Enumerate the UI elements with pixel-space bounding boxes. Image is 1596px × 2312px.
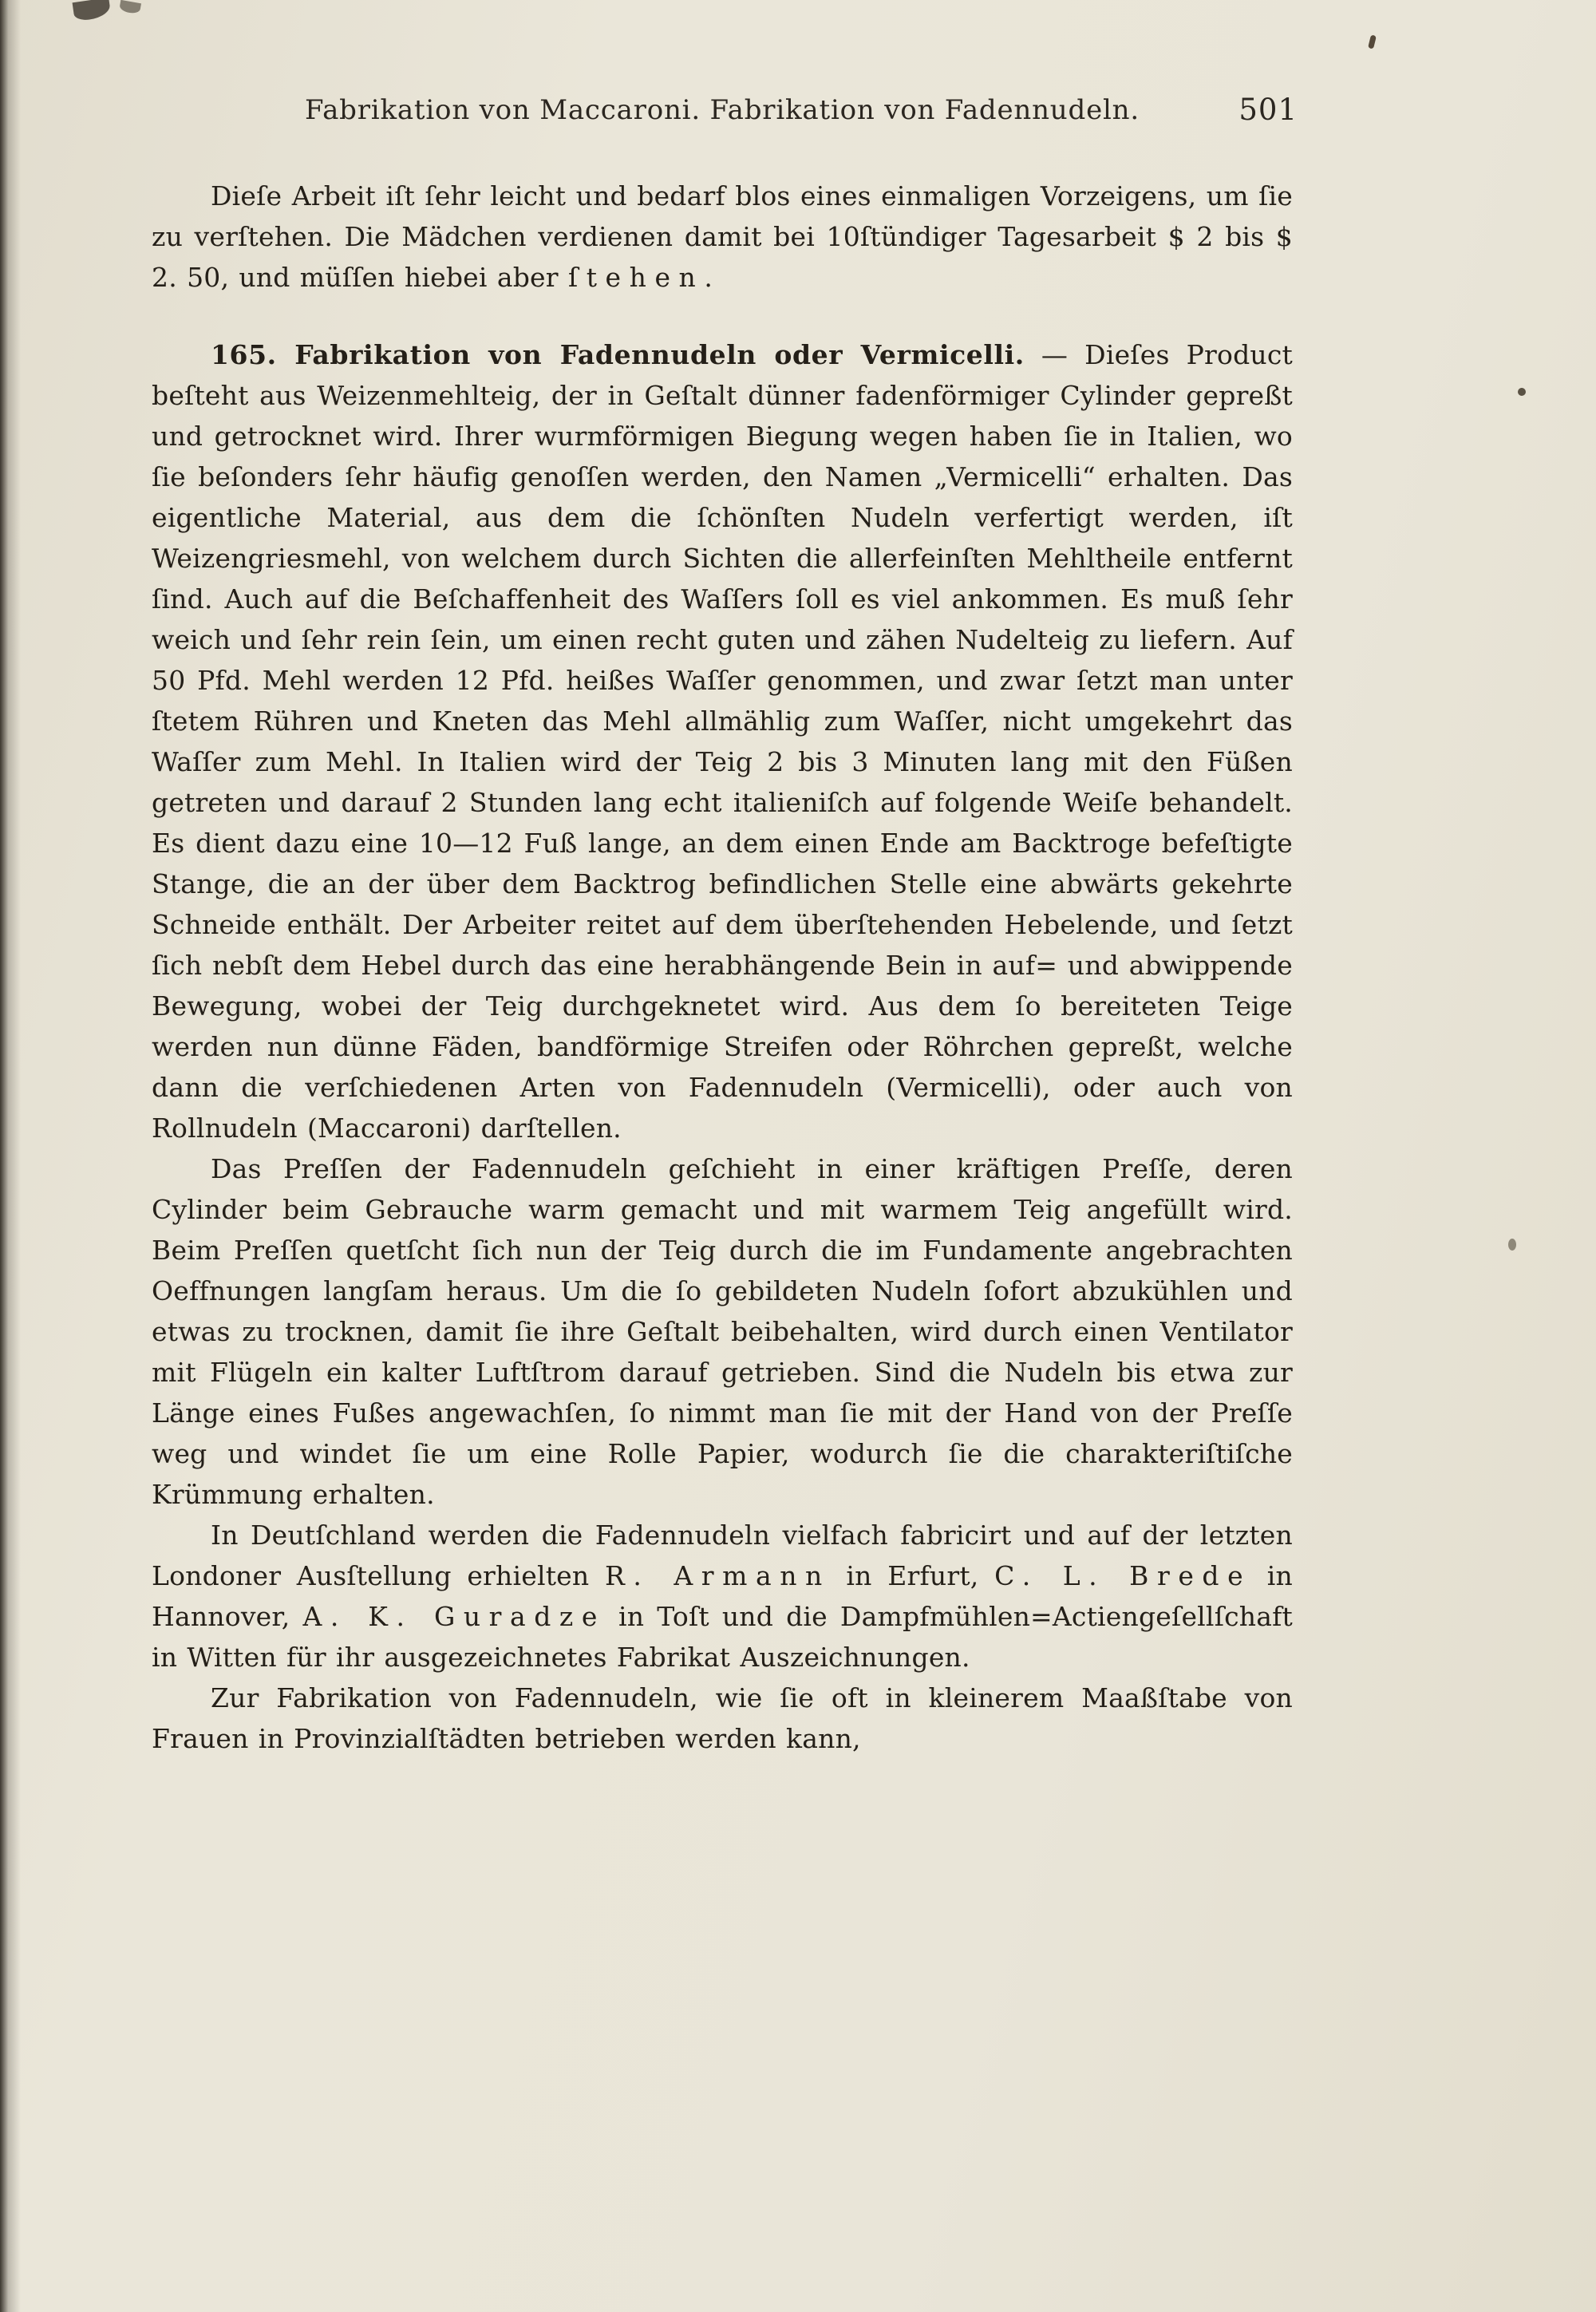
paragraph-text: .	[704, 262, 713, 293]
spaced-name: C. L. Brede	[994, 1560, 1252, 1591]
running-title: Fabrikation von Maccaroni. Fabrikation von Fadennudeln.	[305, 94, 1140, 126]
section-heading: 165. Fabrikation von Fadennudeln oder Vermicelli.	[211, 339, 1025, 370]
page-number: 501	[1238, 93, 1298, 127]
binding-edge-shadow	[0, 0, 21, 2312]
spaced-word: ſtehen	[567, 262, 705, 293]
paragraph-germany	[152, 1515, 1293, 1678]
text-block	[152, 176, 1293, 1759]
paragraph-text: in Toſt und die Dampfmühlen=Actiengeſellſchaft in Witten für ihr ausgezeichnetes Fabrikat Auszeichnungen.	[152, 1601, 1293, 1673]
paragraph-text: in Erfurt,	[830, 1560, 995, 1591]
ink-speck	[1518, 388, 1526, 396]
ink-speck	[1508, 1239, 1516, 1251]
page-corner-blemish	[119, 0, 141, 14]
paragraph-text: Dieſe Arbeit iſt ſehr leicht und bedarf blos eines einmaligen Vorzeigens, um ſie zu verſtehen. Die Mädchen verdienen damit bei 10ſtündiger Tagesarbeit $ 2 bis $ 2. 50, und müſſen hiebei aber	[152, 180, 1293, 293]
section-body: — Dieſes Product beſteht aus Weizenmehlteig, der in Geſtalt dünner fadenförmiger Cylinder gepreßt und getrocknet wird. Ihrer wurmförmigen Biegung wegen haben ſie in Italien, wo ſie beſonders ſehr häufig genoſſen werden, den Namen „Vermicelli“ erhalten. Das eigentliche Material, aus dem die ſchönſten Nudeln verfertigt werden, iſt Weizengriesmehl, von welchem durch Sichten die allerfeinſten Mehltheile entfernt ſind. Auch auf die Beſchaffenheit des Waſſers ſoll es viel ankommen. Es muß ſehr weich und ſehr rein ſein, um einen recht guten und zähen Nudelteig zu liefern. Auf 50 Pfd. Mehl werden 12 Pfd. heißes Waſſer genommen, und zwar ſetzt man unter ſtetem Rühren und Kneten das Mehl allmählig zum Waſſer, nicht umgekehrt das Waſſer zum Mehl. In Italien wird der Teig 2 bis 3 Minuten lang mit den Füßen getreten und darauf 2 Stunden lang echt italieniſch auf folgende Weiſe behandelt. Es dient dazu eine 10—12 Fuß lange, an dem einen Ende am Backtroge befeſtigte Stange, die an der über dem Backtrog befindlichen Stelle eine abwärts gekehrte Schneide enthält. Der Arbeiter reitet auf dem überſtehenden Hebelende, und ſetzt ſich nebſt dem Hebel durch das eine herabhängende Bein in auf= und abwippende Bewegung, wobei der Teig durchgeknetet wird. Aus dem ſo bereiteten Teige werden nun dünne Fäden, bandförmige Streifen oder Röhrchen gepreßt, welche dann die verſchiedenen Arten von Fadennudeln (Vermicelli), oder auch von Rollnudeln (Maccaroni) darſtellen.	[152, 339, 1293, 1144]
paragraph-intro	[152, 176, 1293, 298]
paragraph-text: in Hannover,	[152, 1560, 1293, 1632]
paragraph-text: In Deutſchland werden die Fadennudeln vielfach fabricirt und auf der letzten Londoner Ausſtellung erhielten	[152, 1520, 1293, 1591]
ink-speck	[1368, 34, 1377, 49]
page-header	[152, 93, 1298, 127]
paragraph-pressing: Das Preſſen der Fadennudeln geſchieht in einer kräftigen Preſſe, deren Cylinder beim Gebrauche warm gemacht und mit warmem Teig angefüllt wird. Beim Preſſen quetſcht ſich nun der Teig durch die im Fundamente angebrachten Oeffnungen langſam heraus. Um die ſo gebildeten Nudeln ſofort abzukühlen und etwas zu trocknen, damit ſie ihre Geſtalt beibehalten, wird durch einen Ventilator mit Flügeln ein kalter Luftſtrom darauf getrieben. Sind die Nudeln bis etwa zur Länge eines Fußes angewachſen, ſo nimmt man ſie mit der Hand von der Preſſe weg und windet ſie um eine Rolle Papier, wodurch ſie die charakteriſtiſche Krümmung erhalten.	[152, 1153, 1293, 1510]
paragraph-final: Zur Fabrikation von Fadennudeln, wie ſie oft in kleinerem Maaßſtabe von Frauen in Provinzialſtädten betrieben werden kann,	[152, 1682, 1293, 1754]
paragraph-section-165	[152, 334, 1293, 1148]
spaced-name: A. K. Guradze	[302, 1601, 606, 1632]
page-corner-blemish	[73, 0, 112, 22]
spaced-name: R. Armann	[604, 1560, 831, 1591]
